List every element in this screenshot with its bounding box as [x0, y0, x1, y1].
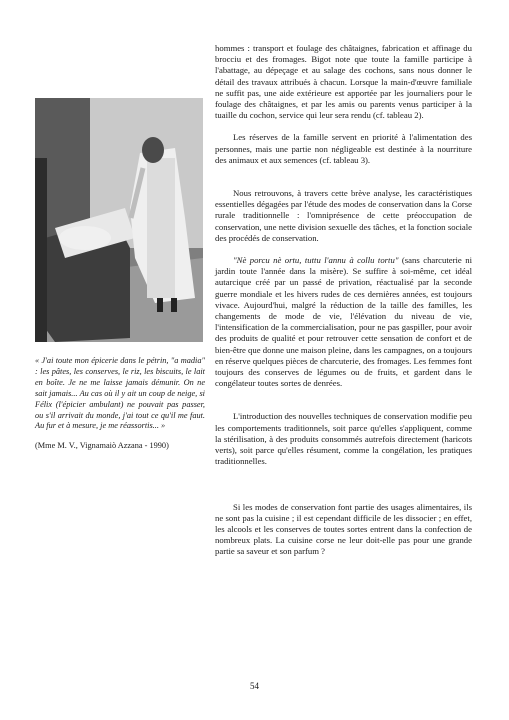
page-number: 54	[250, 681, 259, 691]
paragraph-4-body: (sans charcuterie ni jardin toute l'année dans la misère). Se suffire à soi-même, cet idéal autarcique créé par un passé de privation, réactualisé par la seconde guerre mondiale et les hivers rudes de ces dernières années, est toujours vivace. Aujourd'hui, malgré la réduction de la taille des familles, les changements de mode de vie, l'élévation du niveau de vie, l'intensification de la commercialisation, pour ne pas gaspiller, pour avoir des produits de qualité et pour retrouver cette sensation de confort et de bien-être que donne une maison pleine, dans les campagnes, on a toujours en réserve quelques pièces de charcuterie, des fromages. Les femmes font toujours des conserves de légumes ou de fruits, et gardent dans le congélateur toutes sortes de denrées.	[215, 255, 472, 389]
corsican-proverb: "Nè porcu nè ortu, tuttu l'annu à collu tortu"	[233, 255, 399, 266]
photo-credit: (Mme M. V., Vignamaiò Azzana - 1990)	[35, 441, 169, 450]
paragraph-6: Si les modes de conservation font partie des usages alimentaires, ils ne sont pas la cuisine ; il est cependant difficile de les dissocier ; en effet, les alcools et les conserves de toutes sortes entrent dans la confection de nombreux plats. La cuisine corse ne leur doit-elle pas pour une grande partie sa saveur et son parfum ?	[215, 501, 472, 557]
main-text-column	[215, 43, 472, 558]
paragraph-1: hommes : transport et foulage des châtaignes, fabrication et affinage du brocciu et des fromages. Bigot note que toute la famille participe à l'abattage, au dépeçage et au salage des cochons, sans nous donner le détail des travaux attribués à chacun. Lorsque la main-d'œuvre familiale ne suffit pas, une aide extérieure est apportée par les journaliers pour le foulage des châtaignes, et par les amis ou parents venus participer à la tuaille du cochon, service qui leur sera rendu (cf. tableau 2).	[215, 43, 472, 121]
paragraph-3: Nous retrouvons, à travers cette brève analyse, les caractéristiques essentielles dégagées par l'étude des modes de conservation dans la Corse rurale traditionnelle : l'omniprésence de cette préoccupation de conservation, une nette division sexuelle des tâches, et la fonction sociale des procédés de conservation.	[215, 188, 472, 243]
paragraph-2: Les réserves de la famille servent en priorité à l'alimentation des personnes, mais une partie non négligeable est destinée à la nourriture des animaux et aux semences (cf. tableau 3).	[215, 132, 472, 165]
paragraph-5: L'introduction des nouvelles techniques de conservation modifie peu les comportements traditionnels, soit parce qu'elles s'appliquent, comme la stérilisation, à des produits consommés autrefois directement (haricots verts), soit parce qu'elles résument, comme la congélation, les pratiques traditionnelles.	[215, 411, 472, 467]
photo-woman-at-madia	[35, 98, 203, 342]
photo-caption: « J'ai toute mon épicerie dans le pétrin, "a madia" : les pâtes, les conserves, le riz, les biscuits, le lait en boîte. Je ne me laisse jamais démunir. On ne sait jamais... Au cas où il y ait un coup de neige, si Félix (l'épicier ambulant) ne pouvait pas passer, ou s'il arrivait du monde, j'ai tout ce qu'il me faut. Au fur et à mesure, je me réassortis... »	[35, 356, 205, 431]
paragraph-4	[215, 255, 472, 389]
